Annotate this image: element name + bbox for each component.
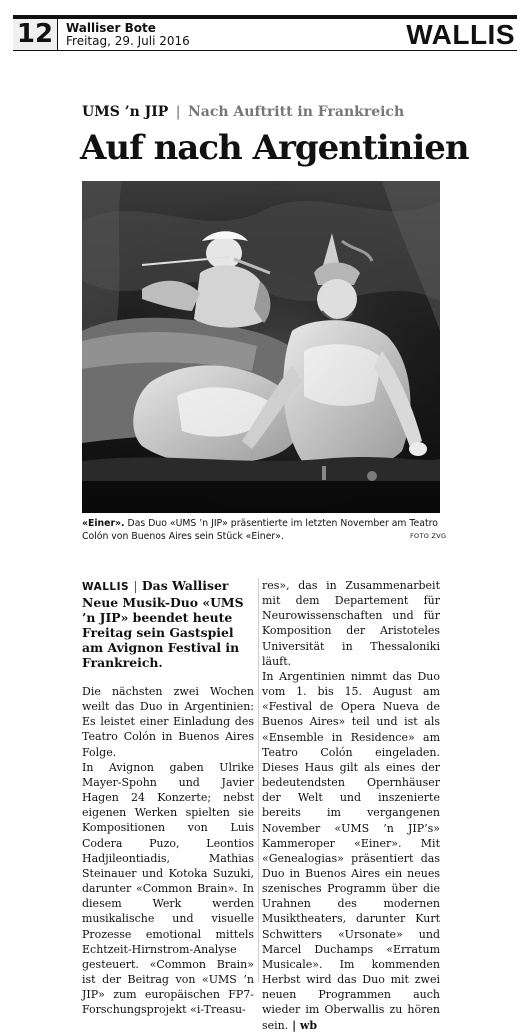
caption-lead: «Einer». [82, 518, 125, 529]
page-number: 12 [13, 19, 58, 50]
article-lead [82, 578, 257, 670]
kicker-separator: | [175, 104, 181, 120]
lead-text: Das Walliser Neue Musik-Duo «UMS ’n JIP» beendet heute Freitag sein Gastspiel am Avignon Festival in Frankreich. [82, 578, 244, 670]
header-bottom-rule [13, 50, 517, 51]
article-body-column-2 [262, 578, 440, 1033]
article-body-column-1: Die nächsten zwei Wochen weilt das Duo in Argentinien: Es leistet einer Einladung des Teatro Colón in Buenos Aires Folge. In Avignon gaben Ulrike Mayer-Spohn und Javier Hagen 24 Konzerte; nebst eigenen Werken spielten sie Kompositionen von Luis Codera Puzo, Leontios Hadjileontiadis, Mathias Steinauer und Kotoka Suzuki, darunter «Common Brain». In diesem Werk werden musikalische und visuelle Prozesse emotional mittels Echtzeit-Hirnstrom-Analyse gesteuert. «Common Brain» ist der Beitrag von «UMS ’n JIP» zum europäischen FP7-Forschungsprojekt «i-Treasu- [82, 685, 254, 1017]
photo-caption [82, 517, 440, 543]
lead-place: WALLIS [82, 581, 130, 593]
caption-text: Das Duo «UMS ’n JIP» präsentierte im letzten November am Teatro Colón von Buenos Aires sein Stück «Einer». [82, 518, 438, 542]
article-kicker [82, 104, 404, 120]
section-title: WALLIS [406, 19, 515, 50]
article-headline: Auf nach Argentinien [80, 128, 469, 168]
author-signature: | wb [288, 1018, 318, 1032]
lead-separator: | [133, 578, 138, 593]
article-photo [82, 181, 440, 513]
photo-credit: FOTO ZVG [410, 532, 447, 540]
kicker-subtitle: Nach Auftritt in Frankreich [187, 104, 405, 120]
publication-name: Walliser Bote [66, 21, 156, 35]
column-2-text: res», das in Zusammenarbeit mit dem Departement für Neurowissenschaften und für Komposition der Aristoteles Universität in Thessaloniki läuft. In Argentinien nimmt das Duo vom 1. bis 15. August am «Festival de Opera Nueva de Buenos Aires» teil und ist als «Ensemble in Residence» am Teatro Colón eingeladen. Dieses Haus gilt als eines der bedeutendsten Opernhäuser der Welt und inszenierte bereits im vergangenen November «UMS ’n JIP’s» Kammeroper «Einer». Mit «Genealogias» präsentiert das Duo in Buenos Aires ein neues szenisches Programm über die Urahnen des modernen Musiktheaters, darunter Kurt Schwitters «Ursonate» und Marcel Duchamps «Erratum Musicale». Im kommenden Herbst wird das Duo mit zwei neuen Programmen auch wieder im Oberwallis zu hören sein. [262, 579, 440, 1032]
publication-date: Freitag, 29. Juli 2016 [66, 34, 190, 48]
column-divider [258, 578, 259, 982]
kicker-topic: UMS ’n JIP [82, 104, 169, 120]
